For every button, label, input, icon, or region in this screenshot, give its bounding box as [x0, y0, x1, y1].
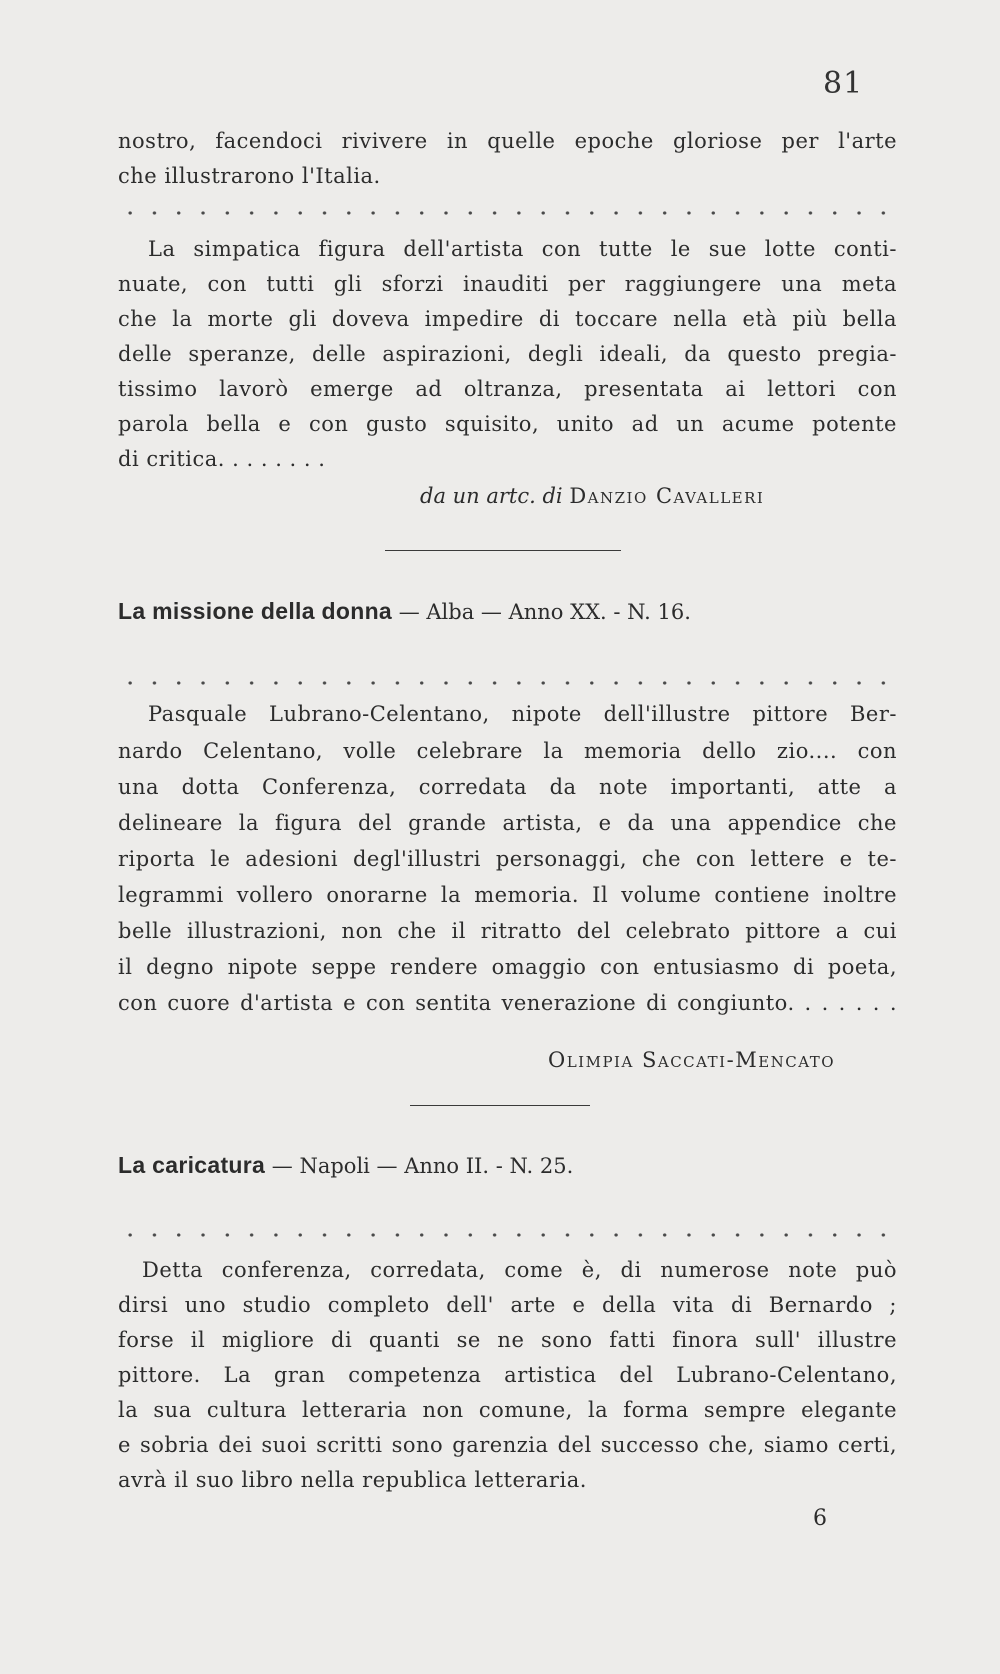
text-line: e sobria dei suoi scritti sono garenzia del successo che, siamo certi, — [118, 1433, 897, 1457]
section-divider — [385, 550, 621, 551]
text-line: nuate, con tutti gli sforzi inauditi per raggiungere una meta — [118, 272, 897, 296]
text-line: con cuore d'artista e con sentita venerazione di congiunto. . . . . . . — [118, 991, 897, 1015]
text-line: Pasquale Lubrano-Celentano, nipote dell'illustre pittore Ber- — [148, 702, 897, 726]
text-line: che illustrarono l'Italia. — [118, 164, 381, 188]
periodical-title: La caricatura — [118, 1152, 266, 1178]
text-line: di critica. . . . . . . . — [118, 447, 326, 471]
article-attribution — [420, 482, 764, 510]
text-line: nostro, facendoci rivivere in quelle epoche gloriose per l'arte — [118, 129, 897, 153]
text-line: belle illustrazioni, non che il ritratto del celebrato pittore a cui — [118, 919, 897, 943]
text-line: parola bella e con gusto squisito, unito ad un acume potente — [118, 412, 897, 436]
text-line: che la morte gli doveva impedire di toccare nella età più bella — [118, 307, 897, 331]
text-line: dirsi uno studio completo dell' arte e della vita di Bernardo ; — [118, 1293, 897, 1317]
ellipsis-row — [118, 210, 897, 216]
periodical-details: — Napoli — Anno II. - N. 25. — [271, 1154, 574, 1178]
text-line: una dotta Conferenza, corredata da note importanti, atte a — [118, 775, 897, 799]
text-line: delineare la figura del grande artista, e da una appendice che — [118, 811, 897, 835]
periodical-details: — Alba — Anno XX. - N. 16. — [398, 600, 691, 624]
attribution-prefix: da un artc. di — [420, 484, 563, 508]
article-author: Olimpia Saccati-Mencato — [548, 1048, 836, 1072]
text-line: riporta le adesioni degl'illustri personaggi, che con lettere e te- — [118, 847, 897, 871]
signature-mark: 6 — [813, 1506, 827, 1531]
text-line: legrammi vollero onorarne la memoria. Il volume contiene inoltre — [118, 883, 897, 907]
text-line: il degno nipote seppe rendere omaggio con entusiasmo di poeta, — [118, 955, 897, 979]
section-heading — [118, 596, 691, 627]
ellipsis-row — [118, 680, 897, 686]
periodical-title: La missione della donna — [118, 598, 393, 624]
page-number: 81 — [823, 66, 864, 101]
text-line: tissimo lavorò emerge ad oltranza, presentata ai lettori con — [118, 377, 897, 401]
text-line: avrà il suo libro nella republica letteraria. — [118, 1468, 587, 1492]
text-line: la sua cultura letteraria non comune, la forma sempre elegante — [118, 1398, 897, 1422]
section-heading — [118, 1150, 573, 1181]
text-line: delle speranze, delle aspirazioni, degli ideali, da questo pregia- — [118, 342, 897, 366]
text-line: forse il migliore di quanti se ne sono fatti finora sull' illustre — [118, 1328, 897, 1352]
attribution-author: Danzio Cavalleri — [569, 484, 765, 508]
text-line: nardo Celentano, volle celebrare la memoria dello zio.... con — [118, 739, 897, 763]
text-line: pittore. La gran competenza artistica del Lubrano-Celentano, — [118, 1363, 897, 1387]
text-line: Detta conferenza, corredata, come è, di numerose note può — [142, 1258, 897, 1282]
ellipsis-row — [118, 1232, 897, 1238]
text-line: La simpatica figura dell'artista con tutte le sue lotte conti- — [148, 237, 897, 261]
section-divider — [410, 1105, 590, 1106]
